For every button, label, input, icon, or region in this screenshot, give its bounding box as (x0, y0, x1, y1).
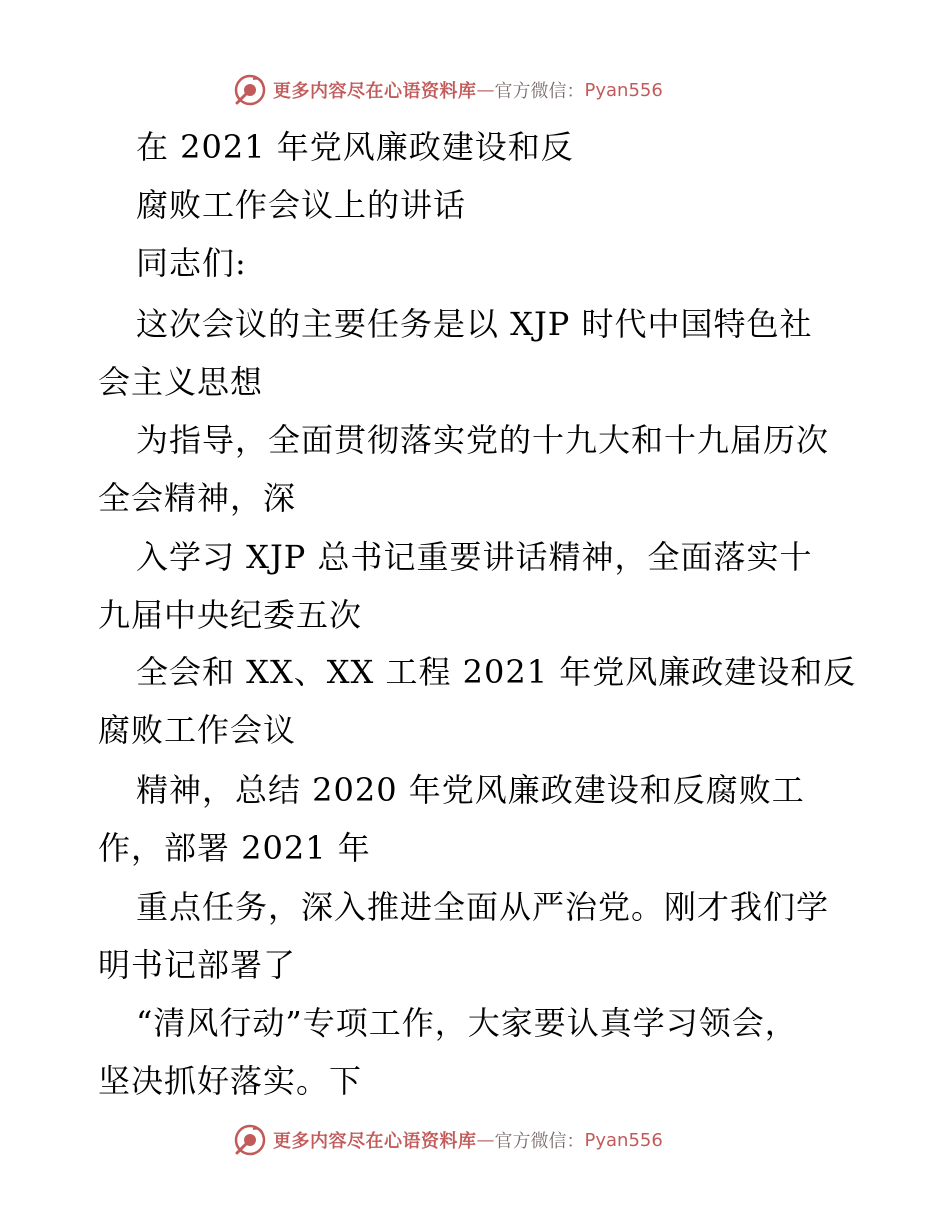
paragraph-line: 九届中央纪委五次 (98, 596, 363, 634)
watermark-main-text: 更多内容尽在心语资料库 (273, 81, 477, 102)
pen-logo-icon (233, 1123, 267, 1157)
paragraph-line: 作，部署 2021 年 (98, 829, 371, 867)
watermark-main-text: 更多内容尽在心语资料库 (273, 1131, 477, 1152)
paragraph-line: 这次会议的主要任务是以 XJP 时代中国特色社 (136, 305, 813, 343)
paragraph-line: 为指导，全面贯彻落实党的十九大和十九届历次 (136, 421, 830, 459)
paragraph-line: 重点任务，深入推进全面从严治党。刚才我们学 (136, 888, 830, 926)
footer-watermark (233, 1122, 663, 1158)
paragraph-line: 精神，总结 2020 年党风廉政建设和反腐败工 (136, 771, 805, 809)
paragraph-line: 全会和 XX、XX 工程 2021 年党风廉政建设和反 (136, 653, 857, 691)
paragraph-line: 全会精神，深 (98, 479, 297, 517)
paragraph-line: 明书记部署了 (98, 946, 297, 984)
pen-logo-icon (233, 73, 267, 107)
paragraph-line: 腐败工作会议 (98, 711, 297, 749)
paragraph-line: 会主义思想 (98, 363, 264, 401)
watermark-wechat-id: Pyan556 (584, 79, 663, 101)
watermark-sub-text: 官方微信： (494, 1131, 585, 1152)
document-title-line-2: 腐败工作会议上的讲话 (136, 186, 467, 224)
paragraph-line: “清风行动”专项工作，大家要认真学习领会， (136, 1004, 798, 1042)
paragraph-line: 坚决抓好落实。下 (98, 1062, 363, 1100)
watermark-dash: — (476, 79, 495, 101)
watermark-sub-text: 官方微信： (494, 81, 585, 102)
header-watermark (233, 72, 663, 108)
document-salutation: 同志们: (136, 244, 247, 282)
document-title-line-1: 在 2021 年党风廉政建设和反 (136, 128, 574, 166)
watermark-wechat-id: Pyan556 (584, 1129, 663, 1151)
watermark-dash: — (476, 1129, 495, 1151)
paragraph-line: 入学习 XJP 总书记重要讲话精神，全面落实十 (136, 538, 813, 576)
